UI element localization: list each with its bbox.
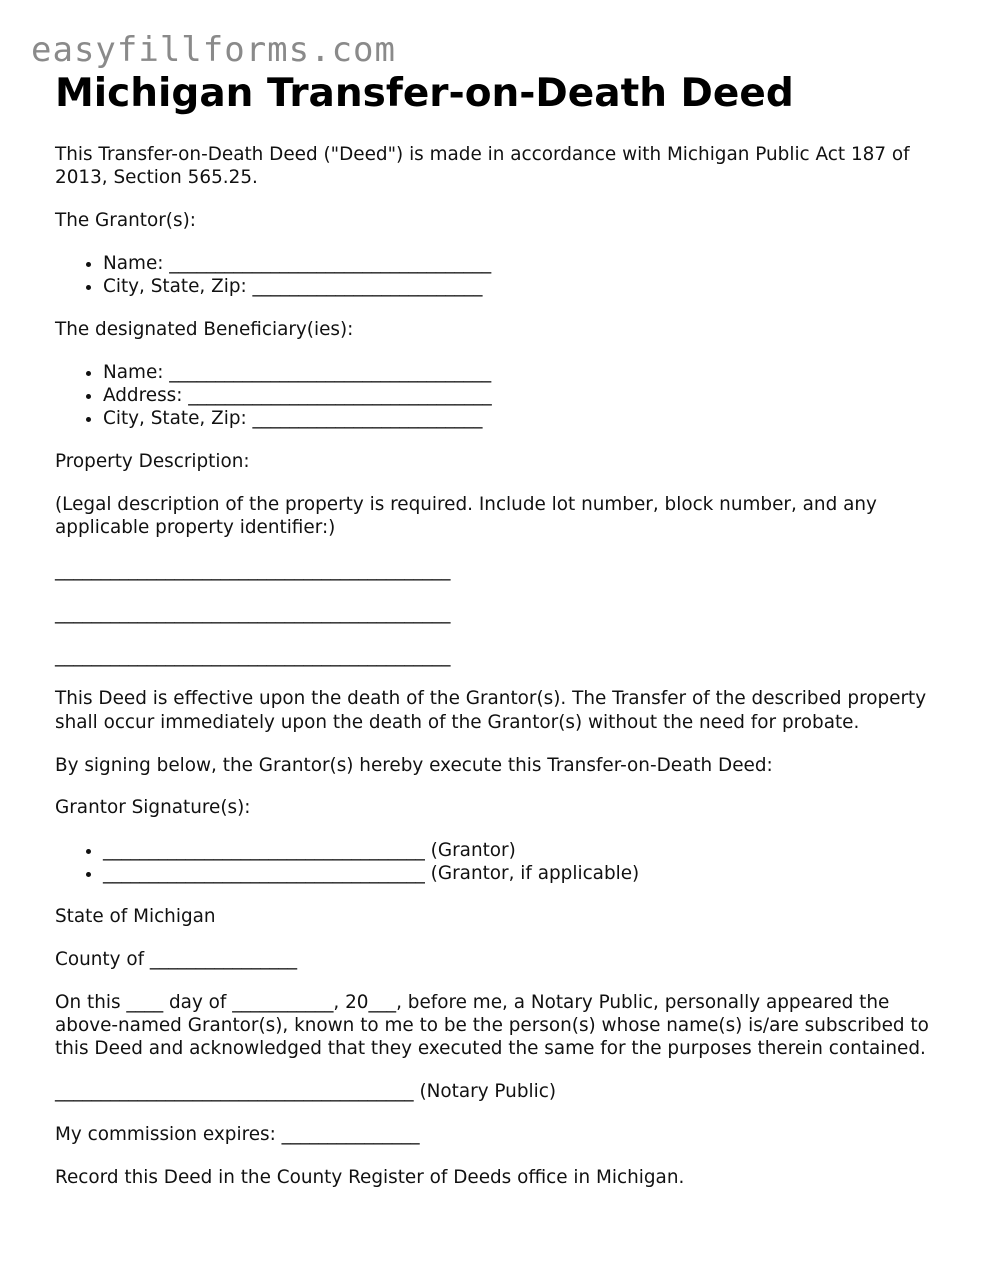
grantor-name-field[interactable]: • Name: ___________________________________	[103, 252, 945, 275]
signatures-heading: Grantor Signature(s):	[55, 797, 251, 819]
property-description-line-1[interactable]: ___________________________________________	[55, 560, 451, 582]
beneficiary-fields	[55, 361, 945, 431]
second-grantor-signature-line[interactable]: • ___________________________________ (Grantor, if applicable)	[103, 862, 945, 885]
execution-paragraph: By signing below, the Grantor(s) hereby execute this Transfer-on-Death Deed:	[55, 754, 773, 776]
notary-paragraph: On this ____ day of ___________, 20___, before me, a Notary Public, personally appeared the above-named Grantor(s), known to me to be the person(s) whose name(s) is/are subscribed to this Deed and acknowledged that they executed the same for the purposes therein contained.	[55, 991, 929, 1060]
page-title: Michigan Transfer-on-Death Deed	[55, 71, 794, 116]
property-heading: Property Description:	[55, 451, 250, 473]
property-description-line-3[interactable]: ___________________________________________	[55, 645, 451, 667]
beneficiary-heading: The designated Beneficiary(ies):	[55, 318, 354, 340]
intro-paragraph: This Transfer-on-Death Deed ("Deed") is made in accordance with Michigan Public Act 187 of 2013, Section 565.25.	[55, 144, 910, 189]
grantor-signature-line[interactable]: • ___________________________________ (Grantor)	[103, 839, 945, 862]
beneficiary-name-field[interactable]: • Name: ___________________________________	[103, 361, 945, 384]
property-description-line-2[interactable]: ___________________________________________	[55, 602, 451, 624]
beneficiary-city-state-zip-field[interactable]: • City, State, Zip: _________________________	[103, 407, 945, 430]
county-field[interactable]: County of ________________	[55, 949, 298, 971]
grantor-city-state-zip-field[interactable]: • City, State, Zip: _________________________	[103, 275, 945, 298]
grantor-fields	[55, 252, 945, 299]
notary-signature-line[interactable]: _______________________________________ (Notary Public)	[55, 1081, 557, 1103]
document-body	[55, 143, 945, 1209]
property-instructions: (Legal description of the property is required. Include lot number, block number, and any applicable property identifier:)	[55, 493, 877, 539]
grantor-heading: The Grantor(s):	[55, 210, 196, 232]
beneficiary-address-field[interactable]: • Address: _________________________________	[103, 384, 945, 407]
signature-lines	[55, 839, 945, 886]
effective-paragraph: This Deed is effective upon the death of the Grantor(s). The Transfer of the described property shall occur immediately upon the death of the Grantor(s) without the need for probate.	[55, 688, 927, 733]
watermark-logo: easyfillforms.com	[31, 30, 396, 70]
commission-expires-field[interactable]: My commission expires: _______________	[55, 1124, 420, 1146]
record-instruction: Record this Deed in the County Register of Deeds office in Michigan.	[55, 1166, 685, 1188]
state-line: State of Michigan	[55, 906, 216, 928]
